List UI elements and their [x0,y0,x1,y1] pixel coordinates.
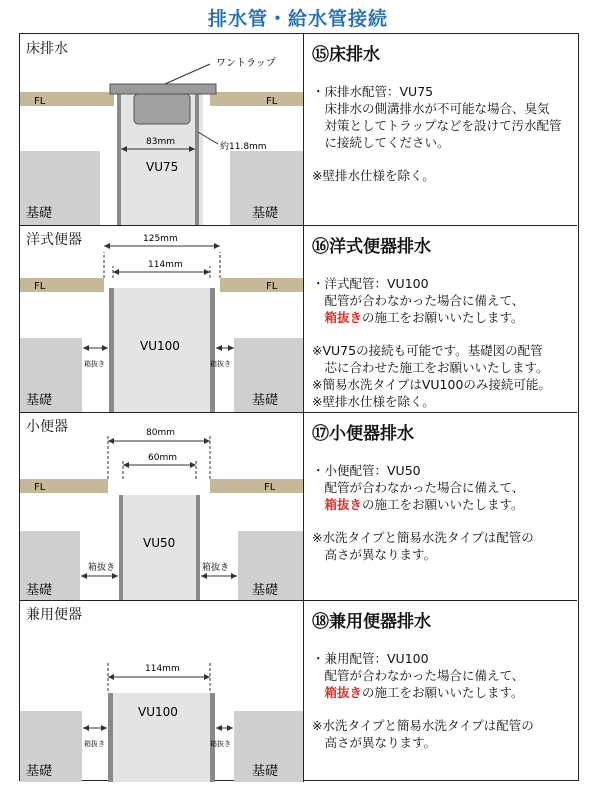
box-right-label: 箱抜き [210,740,231,748]
desc-line: 配管が合わなかった場合に備えて、 [312,293,525,308]
base-right-label: 基礎 [252,393,279,408]
fl-band-right [220,278,304,292]
page-title: 排水管・給水管接続 [207,8,388,30]
note-line: 高さが異なります。 [312,735,437,750]
section-dual-toilet [20,601,577,782]
section-floor-drain [20,34,577,226]
dual-toilet-diagram [20,601,304,782]
fl-left-label: FL [34,482,46,493]
fl-left-label: FL [34,96,46,107]
fl-band-right [210,479,304,493]
base-left-label: 基礎 [26,393,53,408]
emphasis-text: 箱抜き [324,685,363,700]
desc-line: 配管が合わなかった場合に備えて、 [312,668,525,683]
western-toilet-description [304,226,577,412]
desc-line: ・洋式配管：VU100 [312,276,429,291]
section-western-toilet [20,226,577,413]
western-toilet-svg [20,226,304,412]
fl-left-label: FL [34,281,46,292]
drain-connection-table [19,33,579,781]
dim-125-label: 125mm [143,234,178,244]
emphasis-text: 箱抜き [324,310,363,325]
desc-line: 箱抜きの施工をお願いいたします。 [324,685,524,700]
base-right-label: 基礎 [252,583,279,598]
note-line: ※VU75の接続も可能です。基礎図の配管 [312,343,543,358]
fl-right-label: FL [264,482,276,493]
trap-cup [134,94,190,124]
floor-drain-diagram [20,34,304,225]
note-line: ※水洗タイプと簡易水洗タイプは配管の [312,718,534,733]
base-right-label: 基礎 [252,764,279,779]
emphasis-text: 箱抜き [324,497,363,512]
base-right-label: 基礎 [252,206,279,221]
note-line: ※簡易水洗タイプはVU100のみ接続可能。 [312,377,551,392]
dual-toilet-svg [20,601,304,782]
desc-line: 箱抜きの施工をお願いいたします。 [324,497,524,512]
desc-line: ・兼用配管：VU100 [312,651,429,666]
section-urinal [20,413,577,601]
panel-label: 床排水 [26,41,68,57]
panel-label: 小便器 [26,419,68,435]
trap-cover [110,84,216,94]
note-line: ※水洗タイプと簡易水洗タイプは配管の [312,530,534,545]
dim-60-label: 60mm [148,453,177,463]
box-right-label: 箱抜き [210,360,231,368]
section-heading: ⑱兼用便器排水 [312,612,431,632]
panel-label: 洋式便器 [26,232,82,248]
pipe-label: VU100 [140,339,180,353]
pipe-wall-left [117,92,121,225]
note-line: ※壁排水仕様を除く。 [312,168,435,183]
dual-toilet-description [304,601,577,782]
base-left-label: 基礎 [26,206,53,221]
section-heading: ⑮床排水 [312,45,380,65]
note-line: 高さが異なります。 [312,547,437,562]
thickness-label: 約11.8mm [220,142,267,152]
dim-80-label: 80mm [146,428,175,438]
desc-line: ・小便配管：VU50 [312,463,421,478]
box-left-label: 箱抜き [84,740,105,748]
urinal-svg [20,413,304,600]
urinal-diagram [20,413,304,600]
pipe-wall-right [195,92,199,225]
pipe-label: VU100 [138,705,178,719]
fl-band-right [210,92,304,106]
section-heading: ⑯洋式便器排水 [312,237,431,257]
pipe-label: VU75 [146,160,179,174]
desc-line: に接続してください。 [312,135,450,150]
desc-line: 配管が合わなかった場合に備えて、 [312,480,525,495]
floor-drain-svg [20,34,304,225]
desc-line: 箱抜きの施工をお願いいたします。 [324,310,524,325]
fl-band-left [20,278,104,292]
box-right-label: 箱抜き [202,563,230,573]
desc-line: 対策としてトラップなどを設けて汚水配管 [312,118,562,133]
box-left-label: 箱抜き [84,360,105,368]
note-line: 芯に合わせた施工をお願いいたします。 [312,360,549,375]
note-line: ※壁排水仕様を除く。 [312,394,435,409]
desc-line: 床排水の側溝排水が不可能な場合、臭気 [312,101,550,116]
fl-right-label: FL [266,281,278,292]
western-toilet-diagram [20,226,304,412]
pipe-label: VU50 [143,536,176,550]
dim-114-label: 114mm [148,260,183,270]
base-left-label: 基礎 [26,764,53,779]
urinal-description [304,413,577,600]
desc-line: ・床排水配管：VU75 [312,84,434,99]
base-left-label: 基礎 [26,583,53,598]
fl-right-label: FL [266,96,278,107]
box-left-label: 箱抜き [88,563,116,573]
section-heading: ⑰小便器排水 [312,424,414,444]
panel-label: 兼用便器 [26,607,82,623]
floor-drain-description [304,34,577,225]
dim-83-label: 83mm [146,137,175,147]
dim-114-label: 114mm [145,664,180,674]
trap-leader [165,64,210,84]
trap-label: ワントラップ [216,58,276,69]
